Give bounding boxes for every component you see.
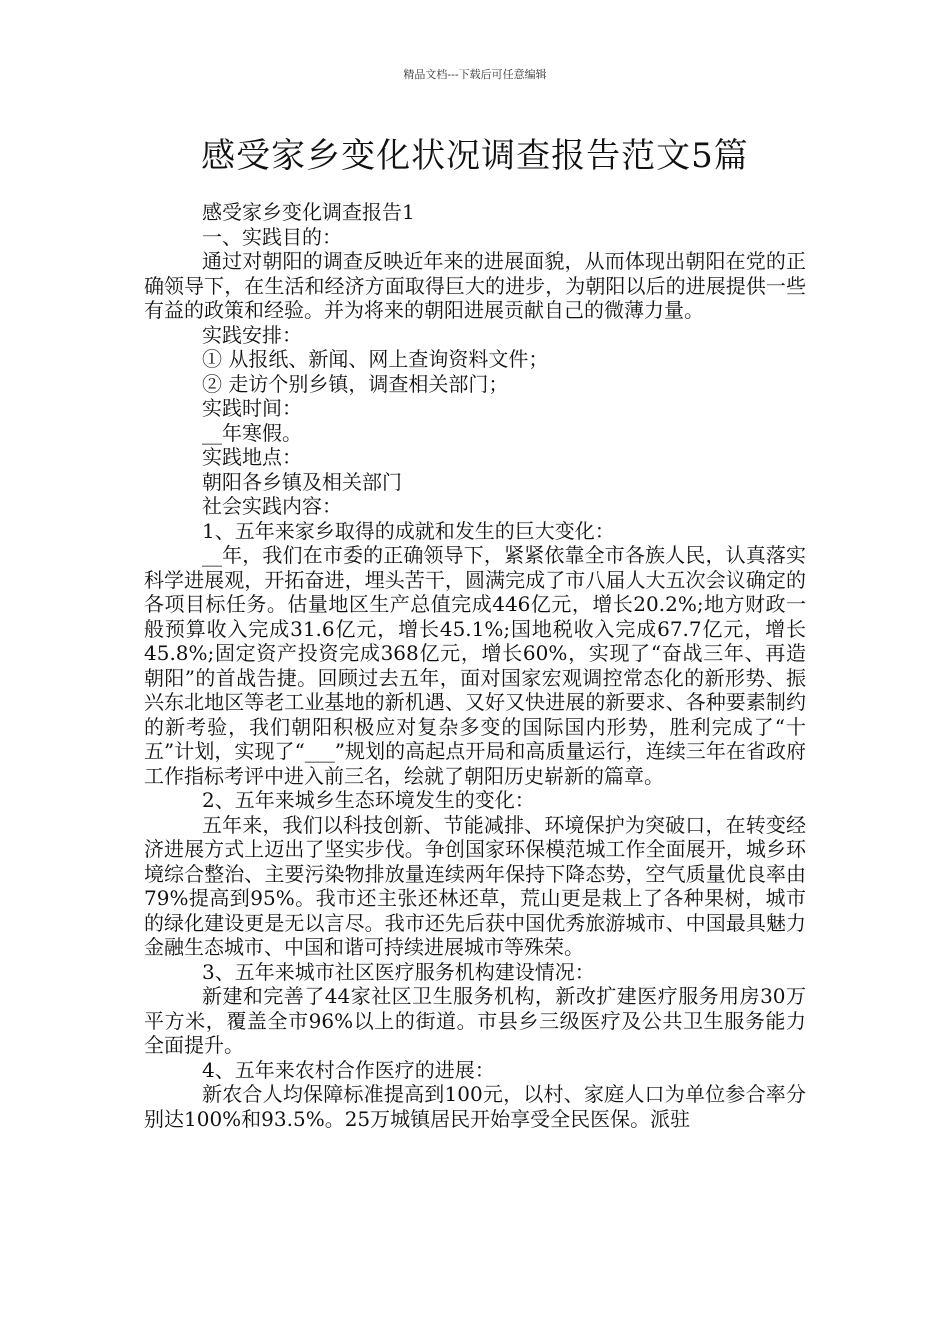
paragraph: 五年来，我们以科技创新、节能减排、环境保护为突破口，在转变经济进展方式上迈出了坚实步伐。争创国家环保模范城工作全面展开，城乡环境综合整治、主要污染物排放量连续两年保持下降态势，空气质量优良率由79%提高到95%。我市还主张还林还草，荒山更是栽上了各种果树，城市的绿化建设更是无以言尽。我市还先后获中国优秀旅游城市、中国最具魅力金融生态城市、中国和谐可持续进展城市等殊荣。 — [144, 812, 806, 959]
section-heading: 4、五年来农村合作医疗的进展： — [202, 1057, 495, 1082]
list-item: ① 从报纸、新闻、网上查询资料文件； — [202, 347, 549, 371]
section-heading: 实践时间： — [202, 396, 302, 420]
paragraph: __年寒假。 — [202, 420, 302, 445]
section-heading: 2、五年来城乡生态环境发生的变化： — [202, 788, 535, 812]
list-item: ② 走访个别乡镇，调查相关部门； — [202, 371, 509, 396]
document-body — [144, 200, 806, 1131]
header-note: 精品文档---下载后可任意编辑 — [403, 68, 547, 81]
document-title: 感受家乡变化状况调查报告范文5篇 — [201, 136, 749, 176]
section-heading: 3、五年来城市社区医疗服务机构建设情况： — [202, 959, 595, 984]
paragraph: 新建和完善了44家社区卫生服务机构，新改扩建医疗服务用房30万平方米，覆盖全市96%以上的街道。市县乡三级医疗及公共卫生服务能力全面提升。 — [144, 984, 806, 1057]
paragraph: 通过对朝阳的调查反映近年来的进展面貌，从而体现出朝阳在党的正确领导下，在生活和经济方面取得巨大的进步，为朝阳以后的进展提供一些有益的政策和经验。并为将来的朝阳进展贡献自己的微薄力量。 — [144, 249, 806, 322]
section-heading: 一、实践目的： — [202, 224, 342, 249]
paragraph: 朝阳各乡镇及相关部门 — [202, 469, 402, 494]
section-heading: 社会实践内容： — [202, 494, 342, 518]
paragraph: __年，我们在市委的正确领导下，紧紧依靠全市各族人民，认真落实科学进展观，开拓奋进，埋头苦干，圆满完成了市八届人大五次会议确定的各项目标任务。估量地区生产总值完成446亿元，增长20.2%;地方财政一般预算收入完成31.6亿元，增长45.1%;国地税收入完成67.7亿元，增长45.8%;固定资产投资完成368亿元，增长60%，实现了“奋战三年、再造朝阳”的首战告捷。回顾过去五年，面对国家宏观调控常态化的新形势、振兴东北地区等老工业基地的新机遇、又好又快进展的新要求、各种要素制约的新考验，我们朝阳积极应对复杂多变的国际国内形势，胜利完成了“十五”计划，实现了“___”规划的高起点开局和高质量运行，连续三年在省政府工作指标考评中进入前三名，绘就了朝阳历史崭新的篇章。 — [144, 543, 806, 788]
section-heading: 实践地点： — [202, 445, 302, 469]
paragraph: 新农合人均保障标准提高到100元，以村、家庭人口为单位参合率分别达100%和93.5%。25万城镇居民开始享受全民医保。派驻 — [144, 1082, 806, 1131]
section-heading: 1、五年来家乡取得的成就和发生的巨大变化： — [202, 518, 615, 543]
section-heading: 实践安排： — [202, 322, 302, 347]
section-heading: 感受家乡变化调查报告1 — [202, 200, 415, 224]
